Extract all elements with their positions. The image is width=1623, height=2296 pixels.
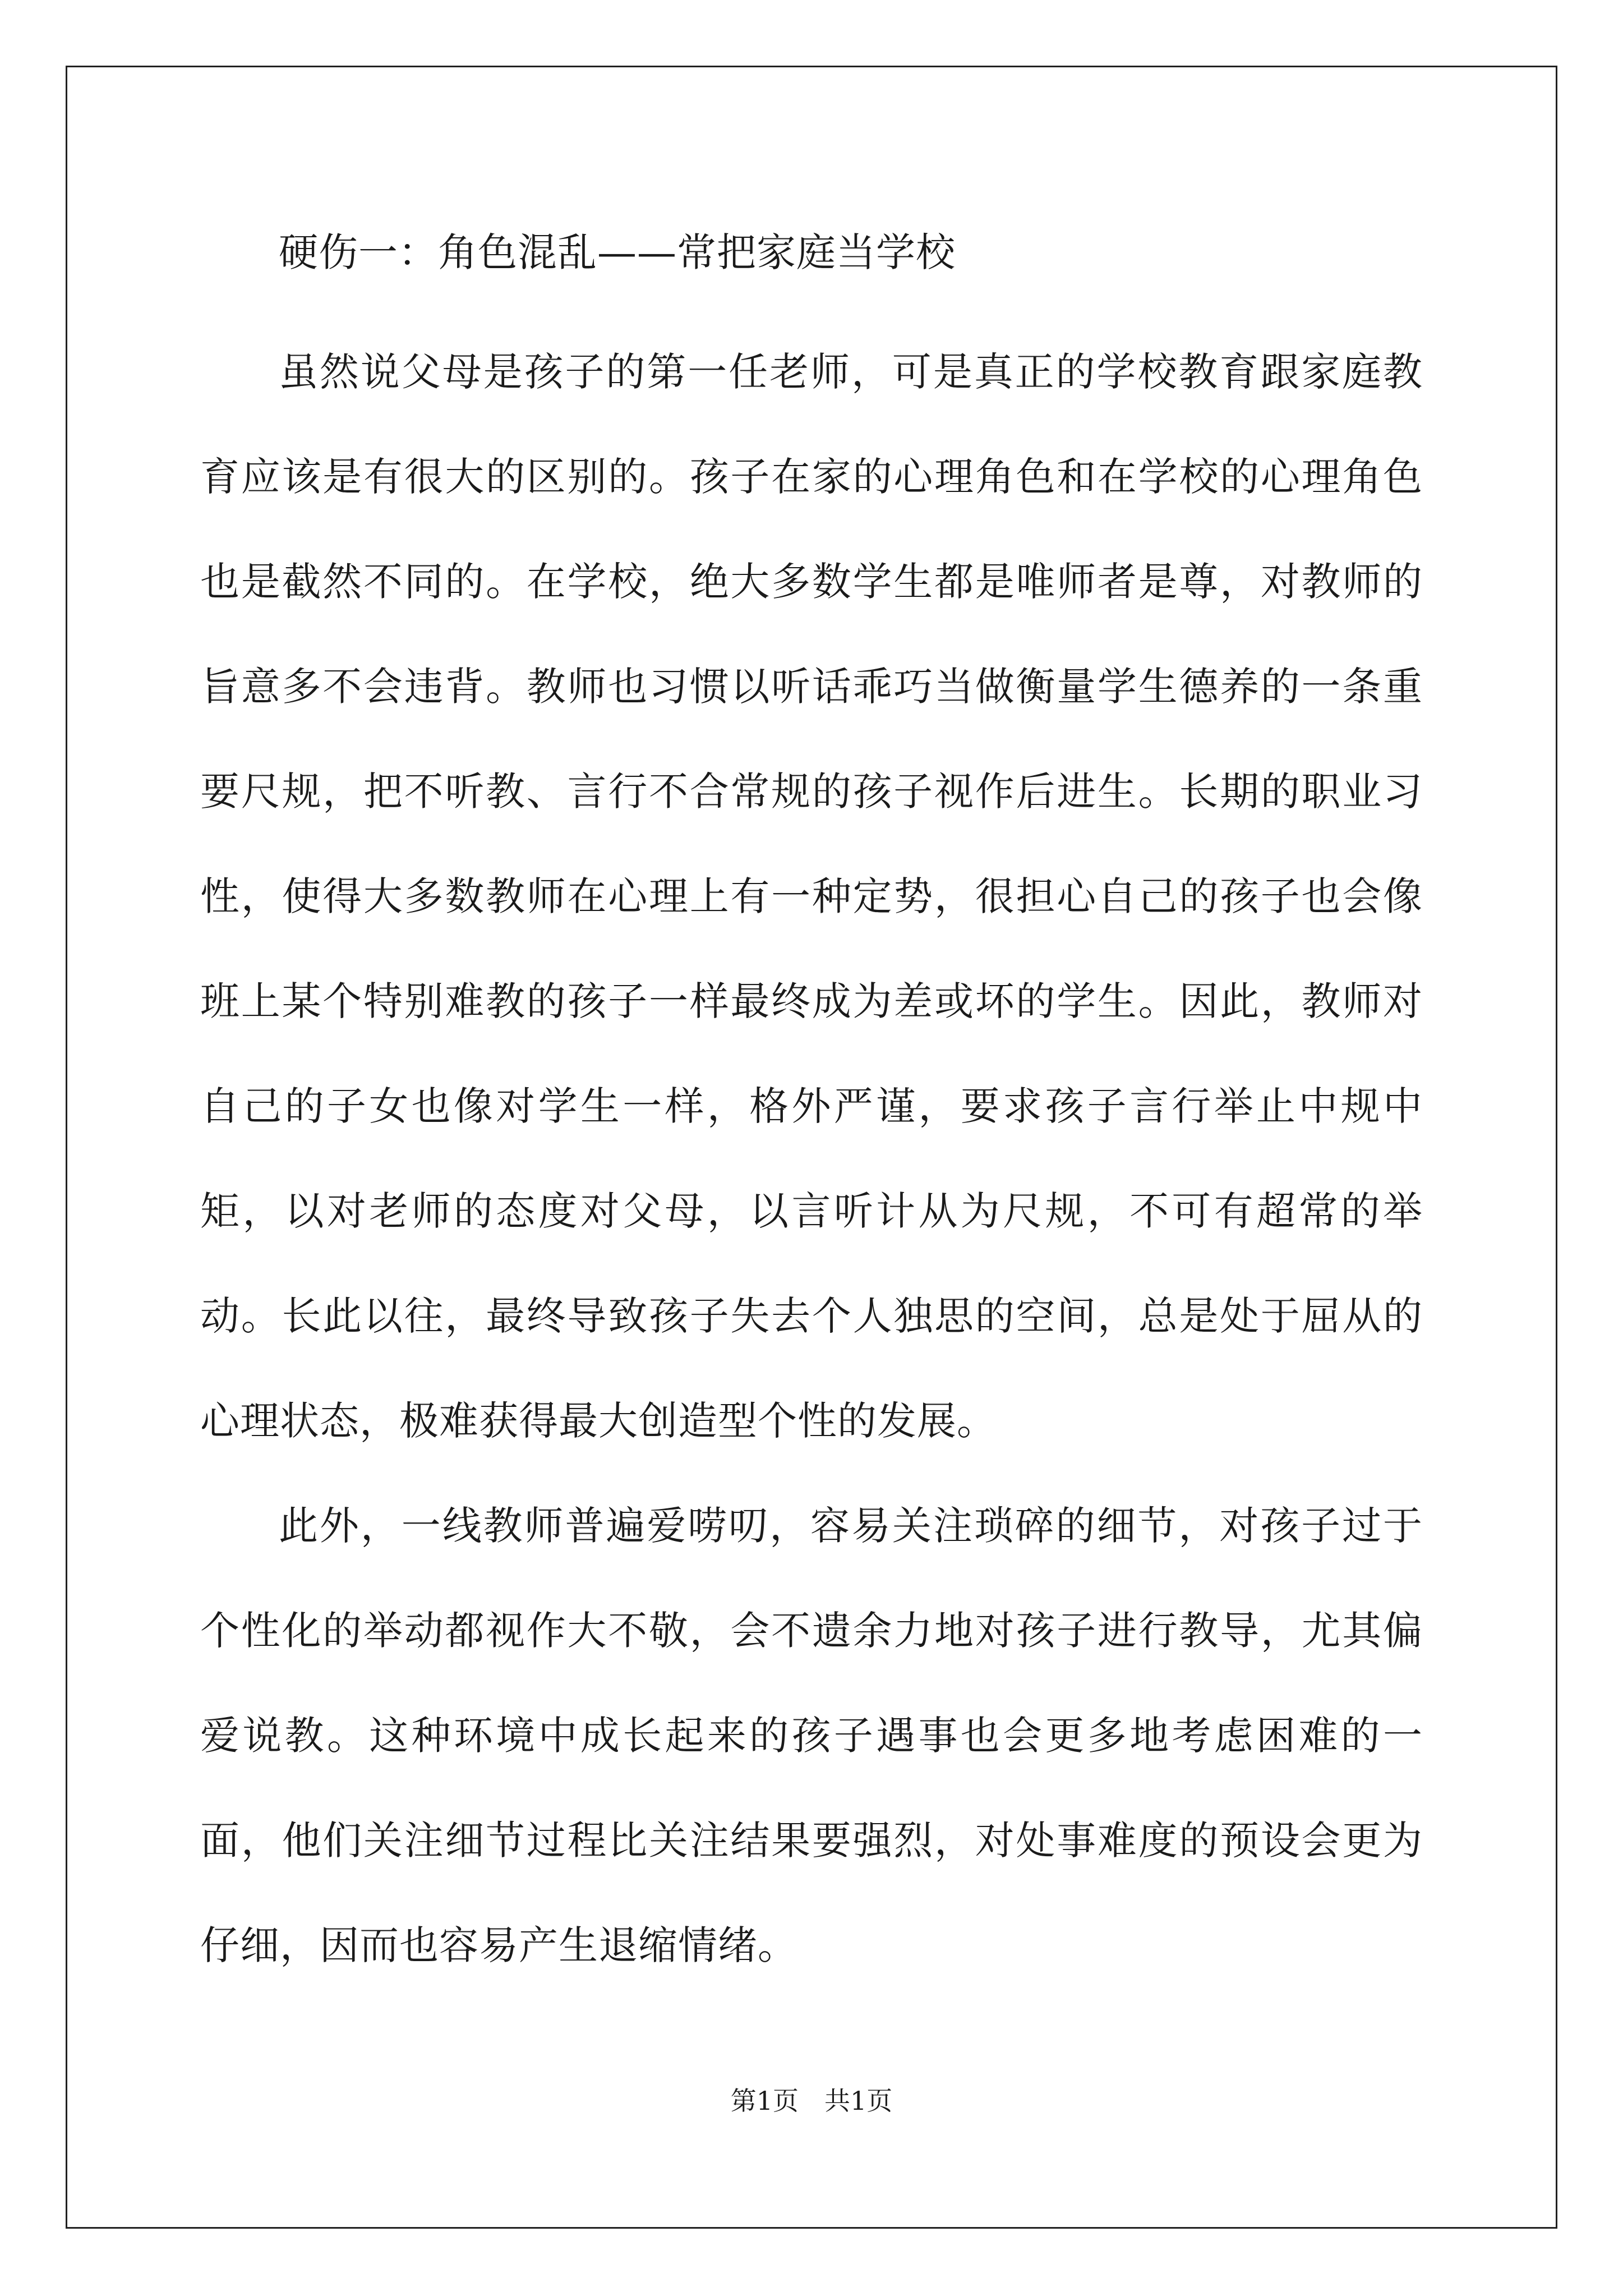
- page-footer: 第1页 共1页: [730, 2086, 893, 2116]
- paragraph-2: 此外，一线教师普遍爱唠叨，容易关注琐碎的细节，对孩子过于个性化的举动都视作大不敬，会不遗余力地对孩子进行教导，尤其偏爱说教。这种环境中成长起来的孩子遇事也会更多地考虑困难的一面，他们关注细节过程比关注结果要强烈，对处事难度的预设会更为仔细，因而也容易产生退缩情绪。: [200, 1503, 1423, 1968]
- paragraph-1: 虽然说父母是孩子的第一任老师，可是真正的学校教育跟家庭教育应该是有很大的区别的。孩子在家的心理角色和在学校的心理角色也是截然不同的。在学校，绝大多数学生都是唯师者是尊，对教师的旨意多不会违背。教师也习惯以听话乖巧当做衡量学生德养的一条重要尺规，把不听教、言行不合常规的孩子视作后进生。长期的职业习性，使得大多数教师在心理上有一种定势，很担心自己的孩子也会像班上某个特别难教的孩子一样最终成为差或坏的学生。因此，教师对自己的子女也像对学生一样，格外严谨，要求孩子言行举止中规中矩，以对老师的态度对父母，以言听计从为尺规，不可有超常的举动。长此以往，最终导致孩子失去个人独思的空间，总是处于屈从的心理状态，极难获得最大创造型个性的发展。: [200, 349, 1423, 1444]
- document-body: [200, 213, 1423, 1998]
- section-heading: 硬伤一：角色混乱——常把家庭当学校: [279, 229, 956, 275]
